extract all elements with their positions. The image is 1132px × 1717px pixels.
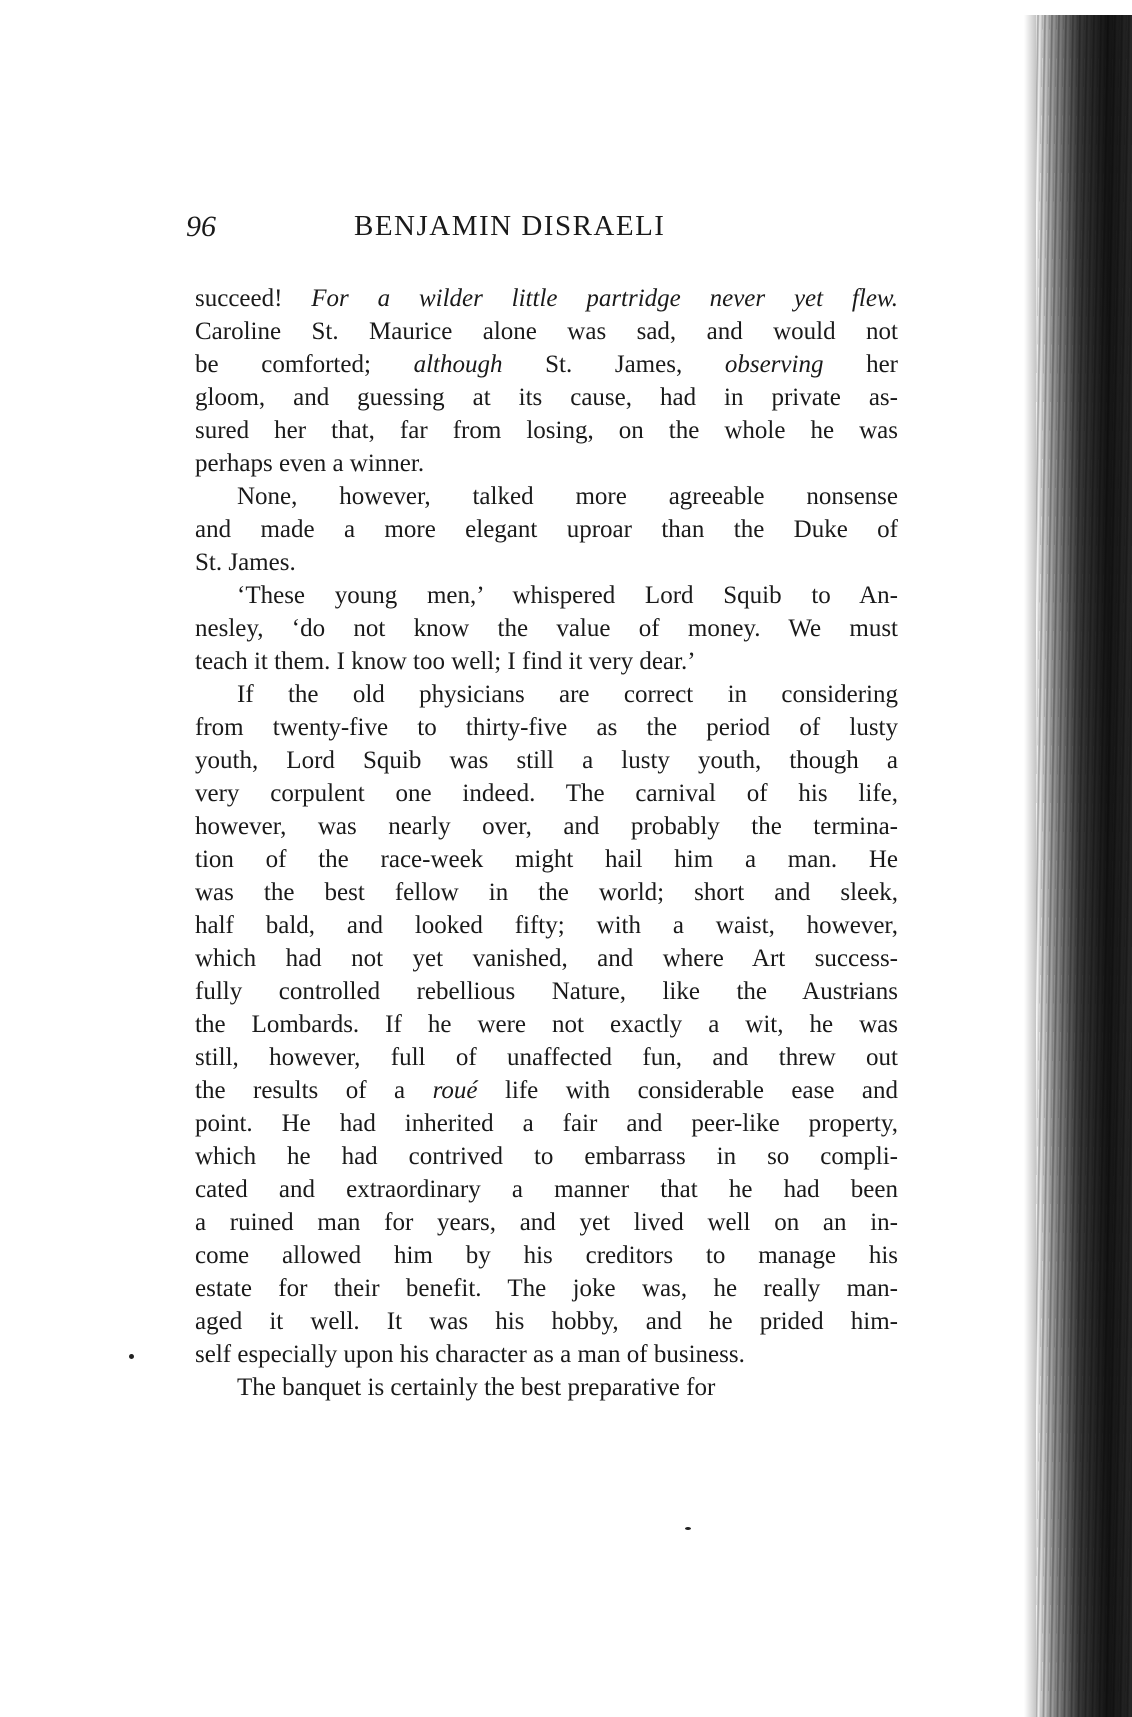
text-line — [195, 678, 898, 711]
text-segment: estate for their benefit. The joke was, he really man- — [195, 1275, 898, 1302]
text-line — [195, 711, 898, 744]
text-segment: ‘These young men,’ whispered Lord Squib to An- — [237, 582, 898, 609]
text-line — [195, 1239, 898, 1272]
text-segment: St. James. — [195, 549, 296, 576]
text-segment: a ruined man for years, and yet lived well on an in- — [195, 1209, 898, 1236]
text-segment: cated and extraordinary a manner that he had been — [195, 1176, 898, 1203]
text-segment: was the best fellow in the world; short and sleek, — [195, 879, 898, 906]
page-header — [186, 210, 906, 254]
text-segment: perhaps even a winner. — [195, 450, 425, 477]
text-line — [195, 1338, 898, 1371]
text-line — [195, 876, 898, 909]
text-segment: If the old physicians are correct in considering — [237, 681, 898, 708]
text-segment: roué — [432, 1077, 478, 1104]
text-line — [195, 645, 898, 678]
ink-speck — [685, 1527, 691, 1530]
text-segment: None, however, talked more agreeable nonsense — [237, 483, 898, 510]
text-line — [195, 1173, 898, 1206]
text-line — [195, 843, 898, 876]
text-line — [195, 348, 898, 381]
text-line — [195, 744, 898, 777]
text-segment: fully controlled rebellious Nature, like the Austrians — [195, 978, 898, 1005]
text-segment: however, was nearly over, and probably the termina- — [195, 813, 898, 840]
text-segment: still, however, full of unaffected fun, and threw out — [195, 1044, 898, 1071]
text-line — [195, 942, 898, 975]
text-line — [195, 315, 898, 348]
text-line — [195, 1272, 898, 1305]
text-line — [195, 513, 898, 546]
text-segment: and made a more elegant uproar than the Duke of — [195, 516, 898, 543]
text-line — [195, 1107, 898, 1140]
ink-speck — [129, 1354, 134, 1359]
text-line — [195, 810, 898, 843]
text-segment: sured her that, far from losing, on the whole he was — [195, 417, 898, 444]
text-line — [195, 975, 898, 1008]
text-segment: be comforted; — [195, 351, 414, 378]
text-segment: nesley, ‘do not know the value of money. We must — [195, 615, 898, 642]
text-line — [195, 480, 898, 513]
text-segment: although — [413, 351, 503, 378]
text-line — [195, 1041, 898, 1074]
text-segment: St. James, — [502, 351, 725, 378]
text-segment: For a wilder little partridge never yet flew. — [311, 285, 898, 312]
text-segment: very corpulent one indeed. The carnival of his life, — [195, 780, 898, 807]
text-segment: which he had contrived to embarrass in so compli- — [195, 1143, 898, 1170]
text-segment: her — [823, 351, 898, 378]
text-line — [195, 447, 898, 480]
book-binding-shadow — [1036, 15, 1132, 1717]
text-segment: half bald, and looked fifty; with a waist, however, — [195, 912, 898, 939]
text-line — [195, 612, 898, 645]
text-segment: come allowed him by his creditors to manage his — [195, 1242, 898, 1269]
text-line — [195, 1371, 898, 1404]
text-segment: succeed! — [195, 285, 312, 312]
text-line — [195, 1008, 898, 1041]
text-segment: tion of the race-week might hail him a man. He — [195, 846, 898, 873]
text-line — [195, 546, 898, 579]
text-segment: the results of a — [195, 1077, 433, 1104]
text-line — [195, 282, 898, 315]
text-segment: observing — [724, 351, 824, 378]
text-segment: from twenty-five to thirty-five as the period of lusty — [195, 714, 898, 741]
text-line — [195, 777, 898, 810]
text-segment: the Lombards. If he were not exactly a wit, he was — [195, 1011, 898, 1038]
text-line — [195, 381, 898, 414]
text-segment: self especially upon his character as a man of business. — [195, 1341, 745, 1368]
text-segment: Caroline St. Maurice alone was sad, and would not — [195, 318, 898, 345]
text-segment: teach it them. I know too well; I find it very dear.’ — [195, 648, 696, 675]
text-segment: life with considerable ease and — [477, 1077, 898, 1104]
page-number: 96 — [186, 210, 216, 243]
text-segment: which had not yet vanished, and where Art success- — [195, 945, 898, 972]
text-line — [195, 1206, 898, 1239]
text-segment: The banquet is certainly the best preparative for — [237, 1374, 716, 1401]
text-line — [195, 414, 898, 447]
running-title: BENJAMIN DISRAELI — [354, 210, 666, 242]
text-line — [195, 909, 898, 942]
body-text — [195, 282, 898, 1404]
text-segment: gloom, and guessing at its cause, had in private as- — [195, 384, 898, 411]
text-segment: aged it well. It was his hobby, and he prided him- — [195, 1308, 898, 1335]
text-line — [195, 1305, 898, 1338]
text-line — [195, 1074, 898, 1107]
text-line — [195, 1140, 898, 1173]
text-segment: youth, Lord Squib was still a lusty youth, though a — [195, 747, 898, 774]
text-segment: point. He had inherited a fair and peer-like property, — [195, 1110, 898, 1137]
text-line — [195, 579, 898, 612]
